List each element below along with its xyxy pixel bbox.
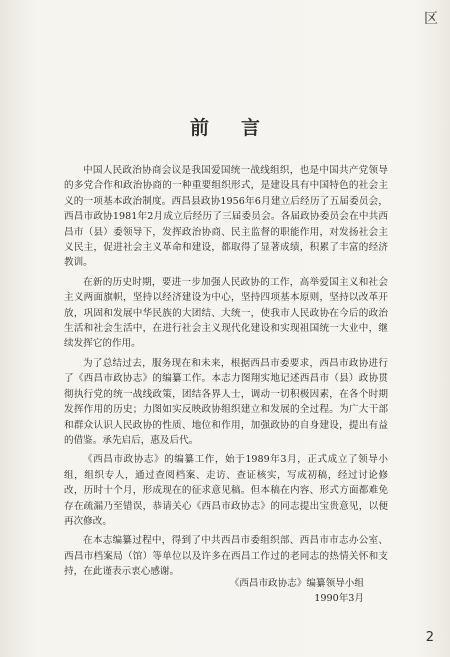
paragraph-2: 在新的历史时期，要进一步加强人民政协的工作，高举爱国主义和社会主义两面旗帜，坚持以经济建设为中心，坚持四项基本原则，坚持以改革开放，巩固和发展中华民族的大团结、大统一，使我市人民政协在今后的政治生活和社会生活中，在进行社会主义现代化建设和实现祖国统一大业中，继续发挥它的作用。: [64, 276, 388, 350]
page-number: 2: [425, 630, 434, 645]
handwritten-corner-mark: 区: [424, 11, 438, 27]
paragraph-3: 为了总结过去，服务现在和未来，根据西昌市委要求，西昌市政协进行了《西昌市政协志》的编纂工作。本志力图翔实地记述西昌市（县）政协贯彻执行党的统一战线政策，团结各界人士，调动一切积极因素，在各个时期发挥作用的历史；力图如实反映政协组织建立和发展的全过程。为广大干部和群众认识人民政协的性质、地位和作用，加强政协的自身建设，提出有益的借鉴。承先启后，惠及后代。: [64, 357, 388, 446]
signature-org: 《西昌市政协志》编纂领导小组: [229, 578, 364, 589]
preface-body: [64, 163, 388, 584]
paragraph-4: 《西昌市政协志》的编纂工作，始于1989年3月，正式成立了领导小组，组织专人，通过查阅档案、走访、查证核实，写成初稿，经过讨论修改，历时十个月，形成现在的征求意见稿。但本稿在内容、形式方面都难免存在疏漏乃至错误，恭请关心《西昌市政协志》的同志提出宝贵意见，以便再次修改。: [64, 454, 388, 527]
page-title: 前言: [189, 117, 292, 139]
signature-date: 1990年3月: [314, 593, 364, 604]
signature-block: [144, 576, 364, 606]
paragraph-1: 中国人民政治协商会议是我国爱国统一战线组织，也是中国共产党领导的多党合作和政治协商的一种重要组织形式，是建设具有中国特色的社会主义的一项基本政治制度。西昌县政协1956年6月建立后经历了五届委员会，西昌市政协1981年2月成立后经历了三届委员会。各届政协委员会在中共西昌市（县）委领导下，发挥政治协商、民主监督的职能作用，对发扬社会主义民主，促进社会主义革命和建设，都取得了显著成绩，积累了丰富的经济教训。: [64, 165, 388, 269]
paragraph-5: 在本志编纂过程中，得到了中共西昌市委组织部、西昌市市志办公室、西昌市档案局（馆）等单位以及许多在西昌工作过的老同志的热情关怀和支持，在此谨表示衷心感谢。: [64, 535, 388, 578]
